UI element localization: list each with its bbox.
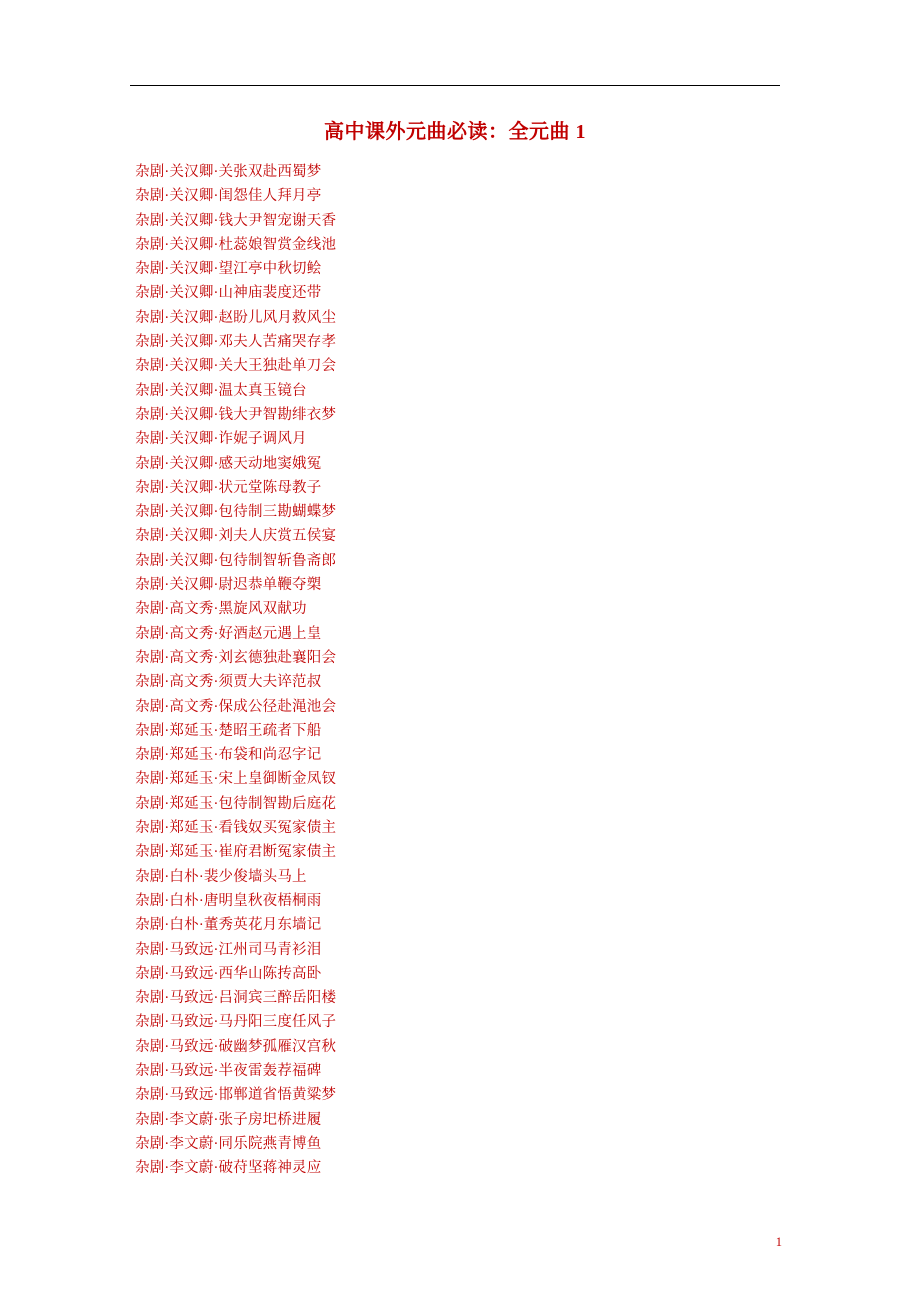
list-item: 杂剧·马致远·破幽梦孤雁汉宫秋 [135,1038,337,1055]
list-item: 杂剧·关汉卿·钱大尹智勘绯衣梦 [135,406,337,423]
list-item: 杂剧·关汉卿·状元堂陈母教子 [135,479,322,496]
list-item: 杂剧·郑延玉·崔府君断冤家债主 [135,844,337,861]
list-item: 杂剧·关汉卿·尉迟恭单鞭夺槊 [135,577,322,594]
page-number: 1 [775,1235,782,1249]
list-item: 杂剧·马致远·马丹阳三度任风子 [135,1014,337,1031]
list-item: 杂剧·关汉卿·杜蕊娘智赏金线池 [135,236,337,253]
list-item: 杂剧·白朴·裴少俊墙头马上 [135,868,307,885]
list-item: 杂剧·马致远·吕洞宾三醉岳阳楼 [135,990,337,1007]
header-divider [130,85,780,86]
list-item: 杂剧·马致远·西华山陈抟高卧 [135,965,322,982]
list-item: 杂剧·马致远·江州司马青衫泪 [135,941,322,958]
list-item: 杂剧·关汉卿·包待制智斩鲁斋郎 [135,552,337,569]
list-item: 杂剧·高文秀·保成公径赴渑池会 [135,698,337,715]
list-item: 杂剧·关汉卿·钱大尹智宠谢天香 [135,212,337,229]
list-item: 杂剧·关汉卿·闺怨佳人拜月亭 [135,188,322,205]
list-item: 杂剧·关汉卿·赵盼儿风月救风尘 [135,309,337,326]
list-item: 杂剧·高文秀·须贾大夫谇范叔 [135,674,322,691]
list-item: 杂剧·郑延玉·楚昭王疏者下船 [135,722,322,739]
list-item: 杂剧·关汉卿·包待制三勘蝴蝶梦 [135,504,337,521]
list-item: 杂剧·白朴·董秀英花月东墙记 [135,917,322,934]
list-item: 杂剧·关汉卿·诈妮子调风月 [135,431,307,448]
list-item: 杂剧·关汉卿·刘夫人庆赏五侯宴 [135,528,337,545]
list-item: 杂剧·郑延玉·宋上皇御断金凤钗 [135,771,337,788]
list-item: 杂剧·白朴·唐明皇秋夜梧桐雨 [135,892,322,909]
entry-list [135,160,785,1180]
list-item: 杂剧·关汉卿·邓夫人苦痛哭存孝 [135,334,337,351]
list-item: 杂剧·高文秀·好酒赵元遇上皇 [135,625,322,642]
list-item: 杂剧·郑延玉·看钱奴买冤家债主 [135,820,337,837]
list-item: 杂剧·李文蔚·张子房圯桥进履 [135,1111,322,1128]
list-item: 杂剧·关汉卿·望江亭中秋切鲙 [135,261,322,278]
list-item: 杂剧·高文秀·黑旋风双献功 [135,601,307,618]
list-item: 杂剧·马致远·半夜雷轰荐福碑 [135,1062,322,1079]
list-item: 杂剧·李文蔚·破苻坚蒋神灵应 [135,1160,322,1177]
list-item: 杂剧·郑延玉·布袋和尚忍字记 [135,747,322,764]
list-item: 杂剧·李文蔚·同乐院燕青博鱼 [135,1135,322,1152]
list-item: 杂剧·关汉卿·关大王独赴单刀会 [135,358,337,375]
list-item: 杂剧·马致远·邯郸道省悟黄粱梦 [135,1087,337,1104]
list-item: 杂剧·郑延玉·包待制智勘后庭花 [135,795,337,812]
list-item: 杂剧·关汉卿·关张双赴西蜀梦 [135,164,322,180]
list-item: 杂剧·关汉卿·温太真玉镜台 [135,382,307,399]
list-item: 杂剧·高文秀·刘玄德独赴襄阳会 [135,649,337,666]
page-title: 高中课外元曲必读：全元曲 1 [324,121,586,143]
list-item: 杂剧·关汉卿·山神庙裴度还带 [135,285,322,302]
list-item: 杂剧·关汉卿·感天动地窦娥冤 [135,455,322,472]
